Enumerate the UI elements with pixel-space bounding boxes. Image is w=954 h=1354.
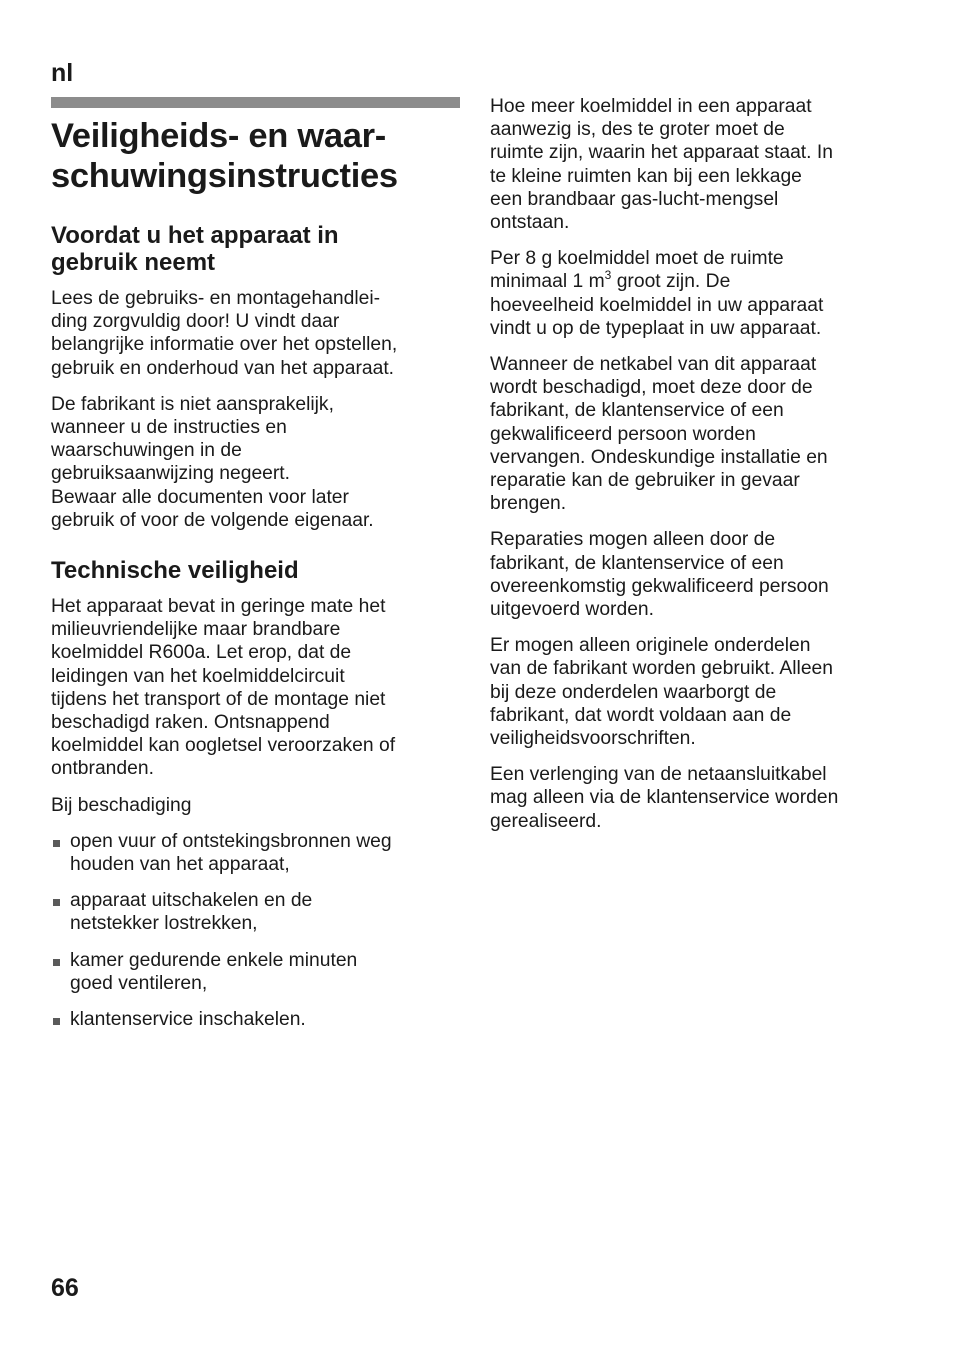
paragraph-refrigerant-volume <box>490 247 910 340</box>
page-title-line: schuwingsinstructies <box>51 157 398 195</box>
list-item <box>51 830 466 876</box>
paragraph-extension-cable <box>490 763 910 833</box>
bullet-square-icon <box>53 899 60 906</box>
heading-line: Voordat u het apparaat in <box>51 222 339 249</box>
paragraph-room-size <box>490 95 910 234</box>
text-line: Bewaar alle documenten voor later <box>51 486 349 508</box>
section-heading-technical-safety: Technische veiligheid <box>51 557 299 585</box>
text-line: Lees de gebruiks- en montagehandlei- <box>51 288 381 309</box>
list-item <box>51 949 466 995</box>
heading-line: gebruik neemt <box>51 249 216 276</box>
text-line: van de fabrikant worden gebruikt. Alleen <box>490 658 833 680</box>
text-line: gerealiseerd. <box>490 810 602 832</box>
list-item <box>51 889 466 935</box>
text-line: Een verlenging van de netaansluitkabel <box>490 764 827 786</box>
text-line: milieuvriendelijke maar brandbare <box>51 619 341 641</box>
text-line: Het apparaat bevat in geringe mate het <box>51 596 386 618</box>
text-line: Reparaties mogen alleen door de <box>490 529 776 551</box>
text-line: Wanneer de netkabel van dit apparaat <box>490 354 817 376</box>
text-line: wordt beschadigd, moet deze door de <box>490 377 813 399</box>
text-line: gebruik of voor de volgende eigenaar. <box>51 509 374 531</box>
list-item <box>51 1008 466 1031</box>
text-line: gebruik en onderhoud van het apparaat. <box>51 357 395 379</box>
text-line: te kleine ruimten kan bij een lekkage <box>490 165 802 187</box>
text-line: vervangen. Ondeskundige installatie en <box>490 446 828 468</box>
bullet-square-icon <box>53 959 60 966</box>
paragraph-power-cable <box>490 353 910 515</box>
text-line: fabrikant, de klantenservice of een <box>490 552 784 574</box>
text-line: open vuur of ontstekingsbronnen weg <box>70 830 392 852</box>
paragraph-original-parts <box>490 634 910 750</box>
text-line: fabrikant, dat wordt voldaan aan de <box>490 704 792 726</box>
text-line: minimaal 1 m <box>490 271 605 293</box>
text-line: Er mogen alleen originele onderdelen <box>490 635 811 657</box>
text-line: De fabrikant is niet aansprakelijk, <box>51 393 334 415</box>
text-line: ruimte zijn, waarin het apparaat staat. In <box>490 142 833 164</box>
paragraph-read-manual <box>51 287 466 380</box>
text-line: ding zorgvuldig door! U vindt daar <box>51 311 340 333</box>
section-heading-before-use <box>51 222 466 276</box>
text-line: koelmiddel kan oogletsel veroorzaken of <box>51 735 396 757</box>
paragraph-refrigerant <box>51 595 466 781</box>
header-rule <box>51 97 460 108</box>
text-line: veiligheidsvoorschriften. <box>490 728 696 750</box>
paragraph-liability <box>51 393 466 532</box>
page-title-line: Veiligheids- en waar- <box>51 117 386 155</box>
text-line: gekwalificeerd persoon worden <box>490 423 756 445</box>
text-line: overeenkomstig gekwalificeerd persoon <box>490 575 829 597</box>
damage-steps-list <box>51 830 466 1031</box>
right-column <box>490 95 910 833</box>
text-line: ontstaan. <box>490 212 570 234</box>
text-line: ontbranden. <box>51 758 154 780</box>
text-line: klantenservice inschakelen. <box>70 1009 306 1031</box>
superscript: 3 <box>604 268 612 283</box>
text-line: vindt u op de typeplaat in uw apparaat. <box>490 317 822 339</box>
page-number: 66 <box>51 1274 79 1302</box>
text-line: bij deze onderdelen waarborgt de <box>490 681 777 703</box>
text-line: Per 8 g koelmiddel moet de ruimte <box>490 248 784 270</box>
text-line: uitgevoerd worden. <box>490 599 654 621</box>
text-line: goed ventileren, <box>70 972 208 994</box>
text-line: brengen. <box>490 493 567 515</box>
text-line: een brandbaar gas-lucht-mengsel <box>490 188 779 210</box>
text-line: fabrikant, de klantenservice of een <box>490 400 784 422</box>
text-line: kamer gedurende enkele minuten <box>70 949 358 971</box>
text-line: gebruiksaanwijzing negeert. <box>51 463 291 485</box>
text-line: belangrijke informatie over het opstellen, <box>51 334 398 356</box>
text-line: netstekker lostrekken, <box>70 913 258 935</box>
text-line: Hoe meer koelmiddel in een apparaat <box>490 96 812 117</box>
page-title <box>51 116 466 196</box>
left-column <box>51 116 466 1044</box>
list-intro: Bij beschadiging <box>51 794 192 816</box>
language-label: nl <box>51 59 74 87</box>
paragraph-repairs <box>490 528 910 621</box>
text-line: wanneer u de instructies en <box>51 417 287 439</box>
text-line: houden van het apparaat, <box>70 854 290 876</box>
text-line: tijdens het transport of de montage niet <box>51 688 386 710</box>
text-line: aanwezig is, des te groter moet de <box>490 119 785 141</box>
text-line: groot zijn. De <box>611 271 731 293</box>
text-line: hoeveelheid koelmiddel in uw apparaat <box>490 294 824 316</box>
text-line: reparatie kan de gebruiker in gevaar <box>490 470 800 492</box>
text-line: leidingen van het koelmiddelcircuit <box>51 665 345 687</box>
text-line: koelmiddel R600a. Let erop, dat de <box>51 642 352 664</box>
text-line: waarschuwingen in de <box>51 440 242 462</box>
text-line: beschadigd raken. Ontsnappend <box>51 712 330 734</box>
bullet-square-icon <box>53 1018 60 1025</box>
text-line: apparaat uitschakelen en de <box>70 890 313 912</box>
bullet-square-icon <box>53 840 60 847</box>
text-line: mag alleen via de klantenservice worden <box>490 787 839 809</box>
